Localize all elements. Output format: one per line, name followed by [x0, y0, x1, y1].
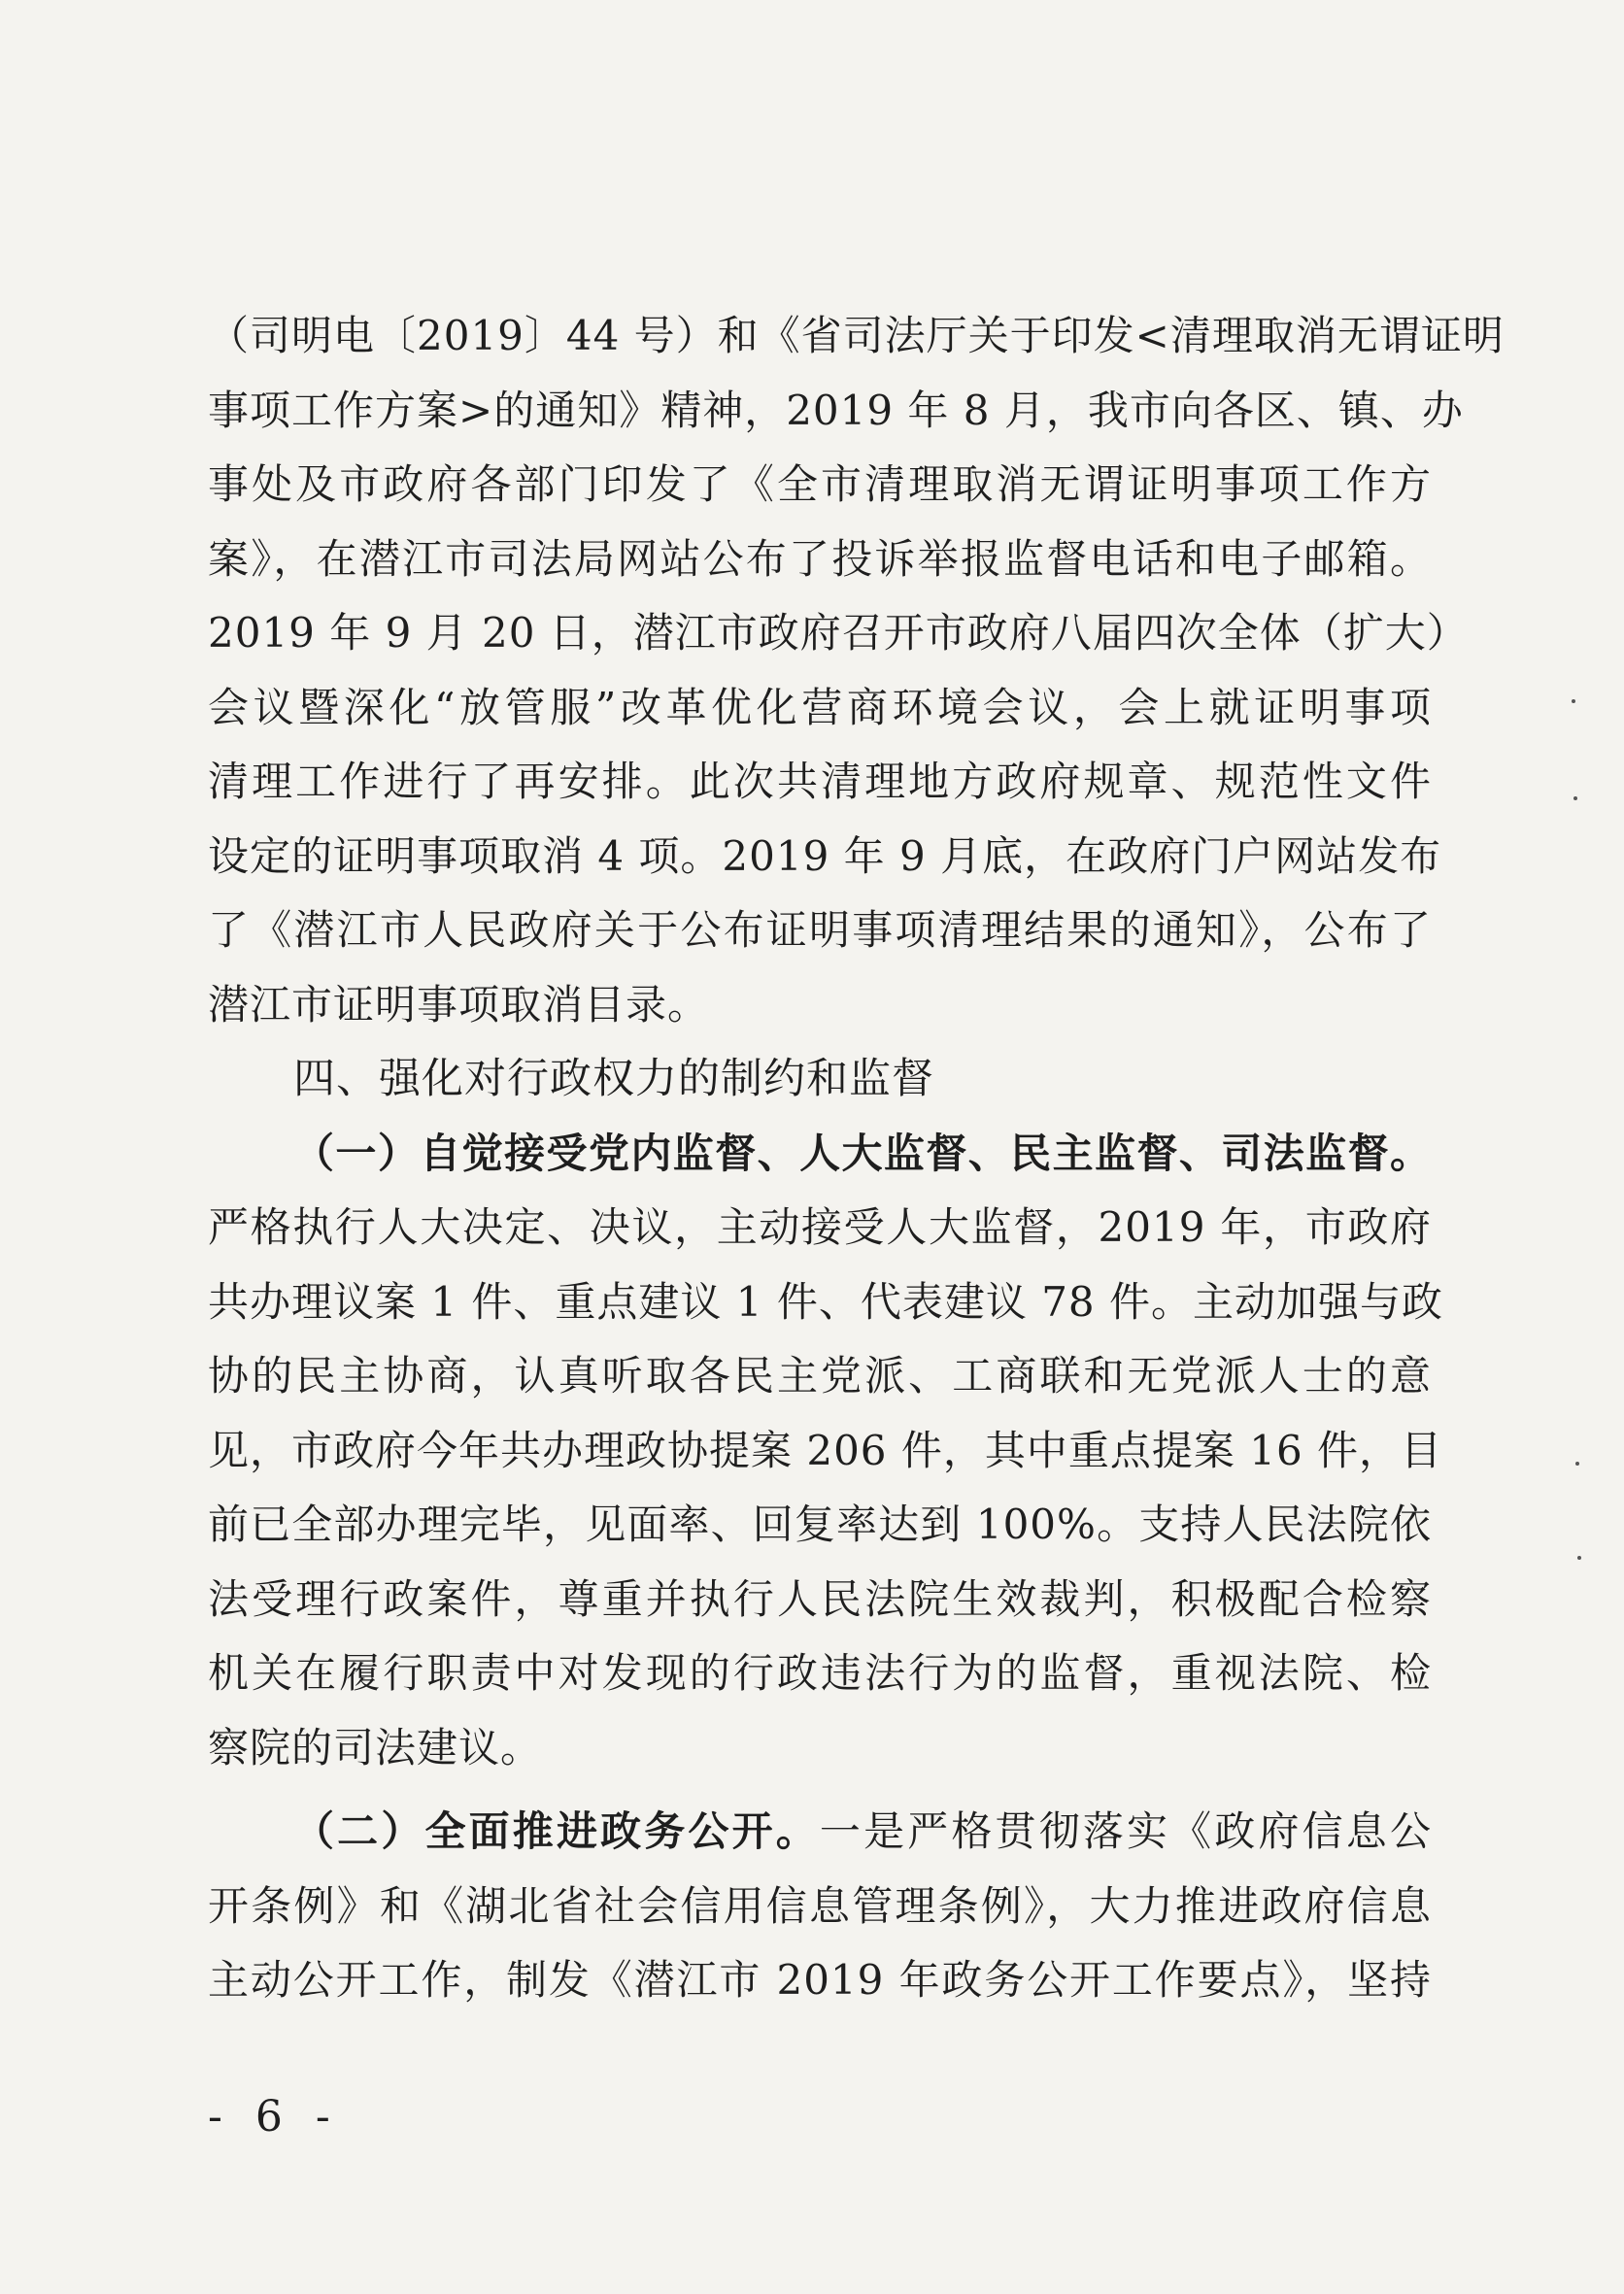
scan-speck: [1572, 699, 1575, 703]
section-heading: 四、强化对行政权力的制约和监督: [293, 1055, 934, 1103]
text-line: 前已全部办理完毕，见面率、回复率达到 100%。支持人民法院依: [208, 1501, 1432, 1548]
text-line: 见，市政府今年共办理政协提案 206 件，其中重点提案 16 件，目: [208, 1426, 1443, 1474]
page-number: - 6 -: [208, 2092, 340, 2142]
text-line: 了《潜江市人民政府关于公布证明事项清理结果的通知》，公布了: [208, 906, 1432, 954]
text-line: 机关在履行职责中对发现的行政违法行为的监督，重视法院、检: [208, 1649, 1432, 1697]
text-line: 开条例》和《湖北省社会信用信息管理条例》，大力推进政府信息: [208, 1881, 1432, 1930]
text-line: 主动公开工作，制发《潜江市 2019 年政务公开工作要点》，坚持: [208, 1956, 1432, 2004]
body-text: [208, 299, 1505, 2018]
text-line: 法受理行政案件，尊重并执行人民法院生效裁判，积极配合检察: [208, 1574, 1432, 1623]
paragraph-gap: [208, 1785, 1432, 1795]
text-line: 2019 年 9 月 20 日，潜江市政府召开市政府八届四次全体（扩大）: [208, 609, 1469, 657]
text-line: 严格执行人大决定、决议，主动接受人大监督，2019 年，市政府: [208, 1203, 1432, 1251]
text-line: 事项工作方案>的通知》精神，2019 年 8 月，我市向各区、镇、办: [208, 386, 1464, 434]
subsection-first-line: [208, 1795, 1432, 1870]
text-line: 潜江市证明事项取消目录。: [208, 980, 710, 1029]
scan-speck: [1575, 1462, 1579, 1466]
text-line: 共办理议案 1 件、重点建议 1 件、代表建议 78 件。主动加强与政: [208, 1277, 1443, 1326]
text-line: 清理工作进行了再安排。此次共清理地方政府规章、规范性文件: [208, 758, 1432, 805]
scan-speck: [1573, 796, 1577, 800]
scan-speck: [1577, 1556, 1581, 1560]
text-line: 事处及市政府各部门印发了《全市清理取消无谓证明事项工作方: [208, 460, 1432, 508]
subsection-title: （一）自觉接受党内监督、人大监督、民主监督、司法监督。: [293, 1129, 1432, 1177]
text-line: 案》，在潜江市司法局网站公布了投诉举报监督电话和电子邮箱。: [208, 534, 1432, 583]
text-line: 察院的司法建议。: [208, 1723, 543, 1771]
text-line: （司明电〔2019〕44 号）和《省司法厅关于印发<清理取消无谓证明: [208, 312, 1505, 359]
subsection-text: 一是严格贯彻落实《政府信息公: [819, 1807, 1432, 1855]
text-line: 协的民主协商，认真听取各民主党派、工商联和无党派人士的意: [208, 1352, 1432, 1400]
text-line: 会议暨深化“放管服”改革优化营商环境会议，会上就证明事项: [208, 683, 1432, 731]
subsection-title: （二）全面推进政务公开。: [293, 1807, 820, 1855]
text-line: 设定的证明事项取消 4 项。2019 年 9 月底，在政府门户网站发布: [208, 831, 1442, 880]
